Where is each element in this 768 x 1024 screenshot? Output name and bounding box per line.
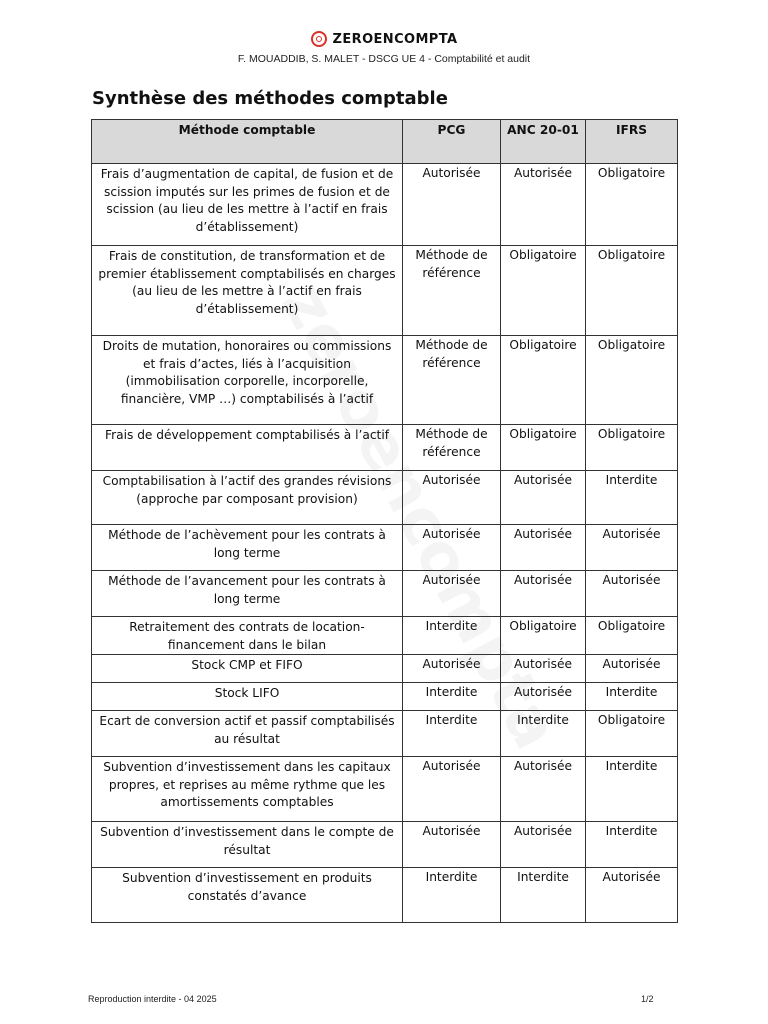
method-cell: Comptabilisation à l’actif des grandes révisions (approche par composant provision) (92, 471, 403, 525)
page-title: Synthèse des méthodes comptable (92, 88, 448, 109)
table-row (92, 164, 678, 246)
ifrs-cell: Interdite (586, 471, 678, 525)
pcg-cell: Autorisée (403, 525, 501, 571)
column-header-pcg: PCG (403, 120, 501, 164)
pcg-cell: Autorisée (403, 164, 501, 246)
table-row (92, 757, 678, 822)
anc-cell: Autorisée (501, 683, 586, 711)
brand (0, 28, 768, 50)
table-row (92, 471, 678, 525)
footer-copyright: Reproduction interdite - 04 2025 (88, 994, 217, 1004)
ifrs-cell: Autorisée (586, 525, 678, 571)
anc-cell: Autorisée (501, 571, 586, 617)
ifrs-cell: Obligatoire (586, 617, 678, 655)
table-row (92, 617, 678, 655)
table-row (92, 425, 678, 471)
logo-icon (311, 31, 327, 47)
pcg-cell: Méthode de référence (403, 336, 501, 425)
table-header-row (92, 120, 678, 164)
ifrs-cell: Autorisée (586, 571, 678, 617)
anc-cell: Obligatoire (501, 246, 586, 336)
anc-cell: Autorisée (501, 822, 586, 868)
ifrs-cell: Obligatoire (586, 164, 678, 246)
pcg-cell: Méthode de référence (403, 425, 501, 471)
table-row (92, 655, 678, 683)
column-header-anc: ANC 20-01 (501, 120, 586, 164)
anc-cell: Autorisée (501, 471, 586, 525)
method-cell: Retraitement des contrats de location-financement dans le bilan (92, 617, 403, 655)
ifrs-cell: Autorisée (586, 868, 678, 923)
method-cell: Frais de constitution, de transformation et de premier établissement comptabilisés en charges (au lieu de les mettre à l’actif en frais d’établissement) (92, 246, 403, 336)
ifrs-cell: Interdite (586, 757, 678, 822)
anc-cell: Autorisée (501, 655, 586, 683)
table-row (92, 571, 678, 617)
anc-cell: Autorisée (501, 757, 586, 822)
method-cell: Ecart de conversion actif et passif comptabilisés au résultat (92, 711, 403, 757)
pcg-cell: Autorisée (403, 471, 501, 525)
ifrs-cell: Obligatoire (586, 425, 678, 471)
method-cell: Subvention d’investissement dans le compte de résultat (92, 822, 403, 868)
ifrs-cell: Obligatoire (586, 336, 678, 425)
footer-page-number: 1/2 (641, 994, 654, 1004)
anc-cell: Interdite (501, 711, 586, 757)
ifrs-cell: Obligatoire (586, 246, 678, 336)
pcg-cell: Interdite (403, 868, 501, 923)
method-cell: Méthode de l’achèvement pour les contrats à long terme (92, 525, 403, 571)
brand-name: ZEROENCOMPTA (332, 31, 458, 47)
pcg-cell: Interdite (403, 711, 501, 757)
pcg-cell: Autorisée (403, 655, 501, 683)
method-cell: Droits de mutation, honoraires ou commissions et frais d’actes, liés à l’acquisition (immobilisation corporelle, incorporelle, financière, VMP …) comptabilisés à l’actif (92, 336, 403, 425)
methods-table (91, 119, 678, 923)
method-cell: Stock LIFO (92, 683, 403, 711)
table-row (92, 868, 678, 923)
pcg-cell: Méthode de référence (403, 246, 501, 336)
column-header-ifrs: IFRS (586, 120, 678, 164)
method-cell: Subvention d’investissement dans les capitaux propres, et reprises au même rythme que les amortissements comptables (92, 757, 403, 822)
table-row (92, 683, 678, 711)
ifrs-cell: Interdite (586, 683, 678, 711)
method-cell: Frais d’augmentation de capital, de fusion et de scission imputés sur les primes de fusion et de scission (au lieu de les mettre à l’actif en frais d’établissement) (92, 164, 403, 246)
method-cell: Frais de développement comptabilisés à l’actif (92, 425, 403, 471)
anc-cell: Autorisée (501, 525, 586, 571)
method-cell: Méthode de l’avancement pour les contrats à long terme (92, 571, 403, 617)
anc-cell: Obligatoire (501, 617, 586, 655)
ifrs-cell: Obligatoire (586, 711, 678, 757)
anc-cell: Autorisée (501, 164, 586, 246)
pcg-cell: Interdite (403, 617, 501, 655)
table-row (92, 336, 678, 425)
table-row (92, 822, 678, 868)
table-row (92, 525, 678, 571)
anc-cell: Interdite (501, 868, 586, 923)
header-subtitle: F. MOUADDIB, S. MALET - DSCG UE 4 - Comptabilité et audit (237, 53, 531, 65)
ifrs-cell: Autorisée (586, 655, 678, 683)
page-header (0, 28, 768, 65)
pcg-cell: Autorisée (403, 571, 501, 617)
pcg-cell: Autorisée (403, 757, 501, 822)
anc-cell: Obligatoire (501, 336, 586, 425)
pcg-cell: Autorisée (403, 822, 501, 868)
pcg-cell: Interdite (403, 683, 501, 711)
method-cell: Stock CMP et FIFO (92, 655, 403, 683)
anc-cell: Obligatoire (501, 425, 586, 471)
table-row (92, 711, 678, 757)
column-header-method: Méthode comptable (92, 120, 403, 164)
ifrs-cell: Interdite (586, 822, 678, 868)
method-cell: Subvention d’investissement en produits constatés d’avance (92, 868, 403, 923)
table-row (92, 246, 678, 336)
